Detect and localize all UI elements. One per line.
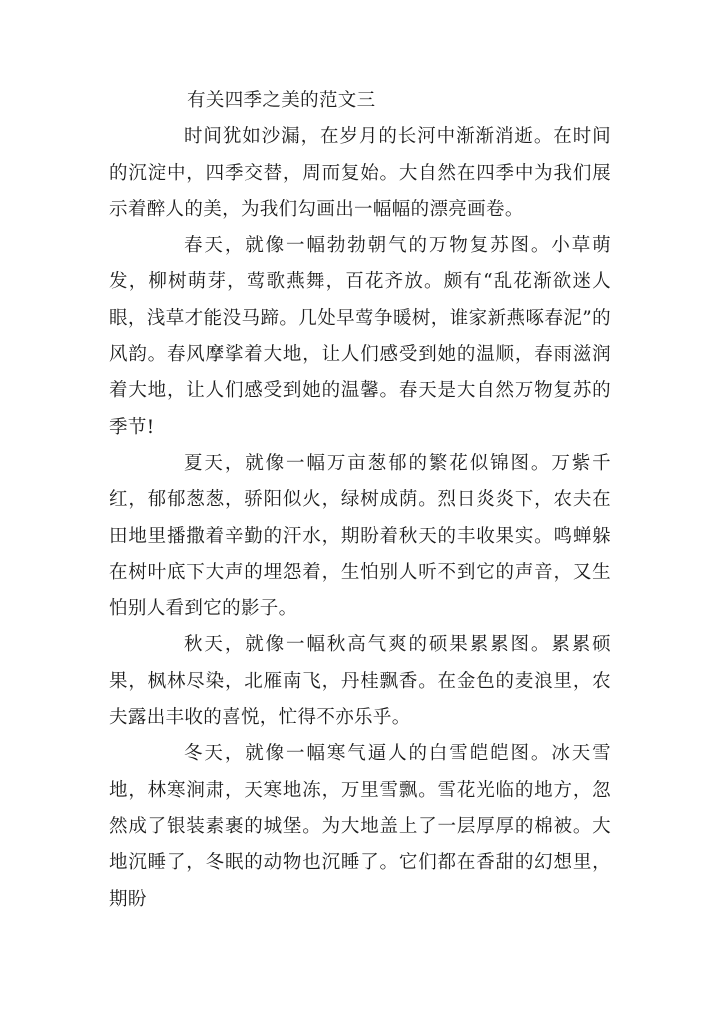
- paragraph-intro: 时间犹如沙漏，在岁月的长河中渐渐消逝。在时间的沉淀中，四季交替，周而复始。大自然在四季中为我们展示着醉人的美，为我们勾画出一幅幅的漂亮画卷。: [109, 126, 611, 220]
- paragraph-summer: 夏天，就像一幅万亩葱郁的繁花似锦图。万紫千红，郁郁葱葱，骄阳似火，绿树成荫。烈日炎炎下，农夫在田地里播撒着辛勤的汗水，期盼着秋天的丰收果实。鸣蝉躲在树叶底下大声的埋怨着，生怕别人听不到它的声音，又生怕别人看到它的影子。: [109, 452, 611, 620]
- document-body: [109, 83, 611, 918]
- paragraph-autumn: 秋天，就像一幅秋高气爽的硕果累累图。累累硕果，枫林尽染，北雁南飞，丹桂飘香。在金色的麦浪里，农夫露出丰收的喜悦，忙得不亦乐乎。: [109, 634, 611, 729]
- paragraph-winter: 冬天，就像一幅寒气逼人的白雪皑皑图。冰天雪地，林寒涧肃，天寒地冻，万里雪飘。雪花光临的地方，忽然成了银装素裹的城堡。为大地盖上了一层厚厚的棉被。大地沉睡了，冬眠的动物也沉睡了。它们都在香甜的幻想里，期盼: [109, 743, 611, 910]
- paragraph-spring: 春天，就像一幅勃勃朝气的万物复苏图。小草萌发，柳树萌芽，莺歌燕舞，百花齐放。颇有“乱花渐欲迷人眼，浅草才能没马蹄。几处早莺争暖树，谁家新燕啄春泥”的风韵。春风摩挲着大地，让人们感受到她的温顺，春雨滋润着大地，让人们感受到她的温馨。春天是大自然万物复苏的季节!: [109, 235, 611, 438]
- document-title: 有关四季之美的范文三: [187, 90, 376, 111]
